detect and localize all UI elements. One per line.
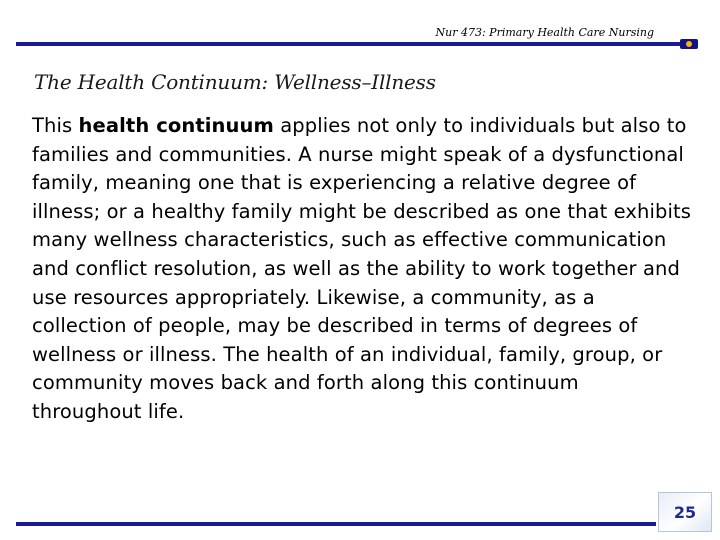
page-number: 25 <box>673 502 697 522</box>
accent-dot-icon <box>686 41 692 47</box>
slide-title: The Health Continuum: Wellness–Illness <box>34 70 436 94</box>
body-text-start: This <box>32 114 79 137</box>
slide-body <box>32 112 692 427</box>
page-number-badge <box>658 492 712 532</box>
body-text-rest: applies not only to individuals but also to families and communities. A nurse might speak of a dysfunctional family, meaning one that is experiencing a relative degree of illness; or a healthy family might be described as one that exhibits many wellness characteristics, such as effective communication and conflict resolution, as well as the ability to work together and use resources appropriately. Likewise, a community, as a collection of people, may be described in terms of degrees of wellness or illness. The health of an individual, family, group, or community moves back and forth along this continuum throughout life. <box>32 114 692 423</box>
divider-end-cap <box>680 39 698 49</box>
body-text-emphasis: health continuum <box>78 114 274 137</box>
bottom-divider <box>16 522 656 526</box>
course-header: Nur 473: Primary Health Care Nursing <box>435 26 654 39</box>
top-divider <box>16 42 682 46</box>
